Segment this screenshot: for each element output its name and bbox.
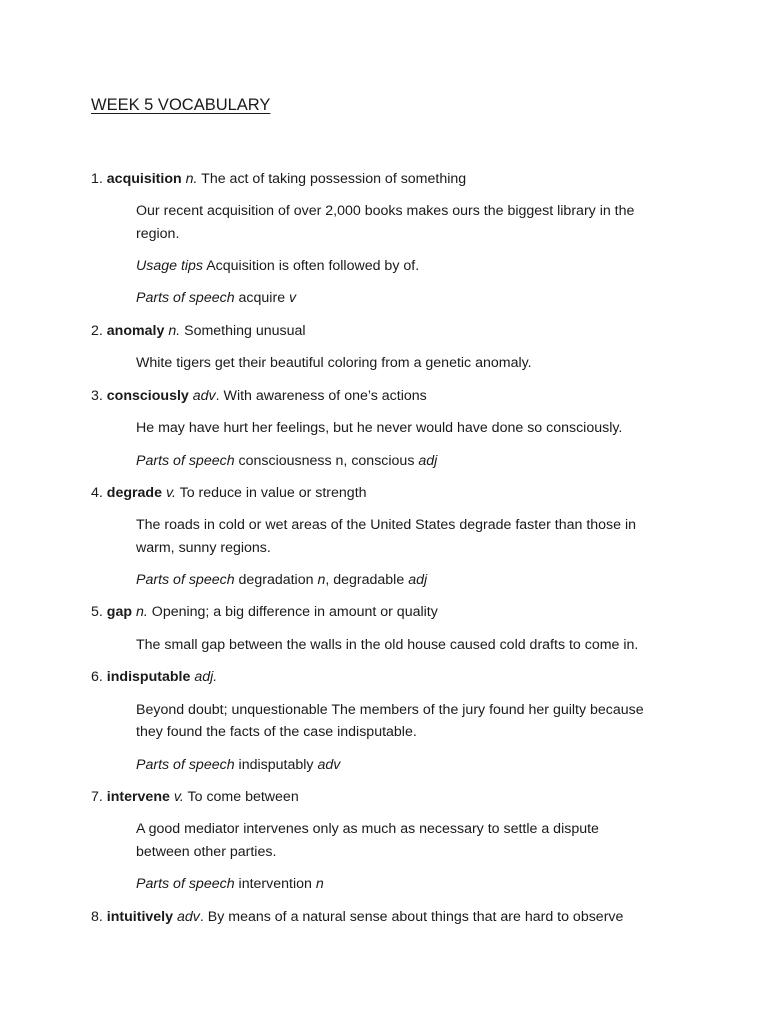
entry-pos-punct: .: [199, 909, 204, 925]
entry-3-headword-line: [91, 385, 427, 407]
entry-number: 5.: [91, 604, 103, 620]
entry-2-headword-line: [91, 320, 306, 342]
entry-4-headword-line: [91, 482, 367, 504]
entry-6-headword-line: [91, 666, 217, 688]
entry-number: 2.: [91, 323, 103, 339]
entry-word: intuitively: [106, 909, 174, 925]
entry-pos: v.: [165, 485, 176, 501]
parts-of-speech-label: Parts of speech: [136, 290, 235, 306]
entry-6-example-line-2: they found the facts of the case indisputable.: [136, 724, 417, 740]
entry-word: consciously: [106, 388, 189, 404]
entry-definition: The act of taking possession of something: [201, 171, 467, 187]
entry-1-parts-of-speech: [136, 287, 296, 309]
entry-number: 3.: [91, 388, 103, 404]
entry-8-headword-line: [91, 906, 623, 928]
usage-tips-label: Usage tips: [136, 258, 204, 274]
entry-pos: adv: [176, 909, 200, 925]
entry-1-example-line-1: Our recent acquisition of over 2,000 books makes ours the biggest library in the: [136, 203, 635, 219]
entry-number: 6.: [91, 669, 103, 685]
entry-definition: With awareness of one’s actions: [223, 388, 427, 404]
entry-1-usage-tips: [136, 255, 419, 277]
parts-of-speech-label: Parts of speech: [136, 572, 235, 588]
entry-3-parts-of-speech: [136, 450, 437, 472]
entry-number: 7.: [91, 789, 103, 805]
entry-pos: n.: [185, 171, 198, 187]
entry-6-example-line-1: Beyond doubt; unquestionable The members of the jury found her guilty because: [136, 702, 644, 718]
entry-pos: adj.: [194, 669, 218, 685]
parts-of-speech-label: Parts of speech: [136, 757, 235, 773]
parts-of-speech-text-2: , degradable: [325, 572, 405, 588]
entry-1-example-line-2: region.: [136, 226, 180, 242]
entry-pos-punct: .: [215, 388, 220, 404]
entry-3-example-line-1: He may have hurt her feelings, but he never would have done so consciously.: [136, 420, 623, 436]
entry-4-parts-of-speech: [136, 569, 427, 591]
parts-of-speech-text: intervention: [238, 876, 312, 892]
entry-number: 1.: [91, 171, 103, 187]
entry-1-headword-line: [91, 168, 466, 190]
entry-7-headword-line: [91, 786, 299, 808]
entry-7-parts-of-speech: [136, 873, 324, 895]
entry-number: 4.: [91, 485, 103, 501]
entry-7-example-line-1: A good mediator intervenes only as much as necessary to settle a dispute: [136, 821, 599, 837]
parts-of-speech-abbr: adj: [418, 453, 438, 469]
entry-5-example-line-1: The small gap between the walls in the old house caused cold drafts to come in.: [136, 637, 639, 653]
entry-number: 8.: [91, 909, 103, 925]
parts-of-speech-abbr: n: [315, 876, 324, 892]
entry-5-headword-line: [91, 601, 438, 623]
entry-word: indisputable: [106, 669, 191, 685]
parts-of-speech-label: Parts of speech: [136, 453, 235, 469]
entry-definition: Opening; a big difference in amount or quality: [151, 604, 438, 620]
parts-of-speech-abbr: adv: [317, 757, 341, 773]
entry-word: intervene: [106, 789, 170, 805]
entry-definition: Something unusual: [184, 323, 306, 339]
entry-word: gap: [106, 604, 133, 620]
entry-4-example-line-2: warm, sunny regions.: [136, 540, 271, 556]
parts-of-speech-text: indisputably: [238, 757, 314, 773]
entry-4-example-line-1: The roads in cold or wet areas of the United States degrade faster than those in: [136, 517, 637, 533]
entry-pos: n.: [135, 604, 148, 620]
entry-pos: v.: [173, 789, 184, 805]
entry-pos: adv: [192, 388, 216, 404]
entry-6-parts-of-speech: [136, 754, 340, 776]
parts-of-speech-text: acquire: [238, 290, 286, 306]
entry-definition: By means of a natural sense about things that are hard to observe: [207, 909, 624, 925]
entry-word: anomaly: [106, 323, 165, 339]
entry-word: acquisition: [106, 171, 182, 187]
parts-of-speech-text: degradation: [238, 572, 314, 588]
parts-of-speech-text: consciousness n, conscious: [238, 453, 415, 469]
entry-2-example-line-1: White tigers get their beautiful coloring from a genetic anomaly.: [136, 355, 532, 371]
entry-7-example-line-2: between other parties.: [136, 844, 277, 860]
entry-word: degrade: [106, 485, 162, 501]
usage-tips-text: Acquisition is often followed by of.: [206, 258, 420, 274]
page-title: WEEK 5 VOCABULARY: [91, 96, 271, 114]
parts-of-speech-abbr-2: adj: [408, 572, 428, 588]
parts-of-speech-abbr: v: [289, 290, 297, 306]
entry-pos: n.: [168, 323, 181, 339]
parts-of-speech-abbr: n: [317, 572, 326, 588]
parts-of-speech-label: Parts of speech: [136, 876, 235, 892]
entry-definition: To reduce in value or strength: [179, 485, 367, 501]
entry-definition: To come between: [187, 789, 299, 805]
